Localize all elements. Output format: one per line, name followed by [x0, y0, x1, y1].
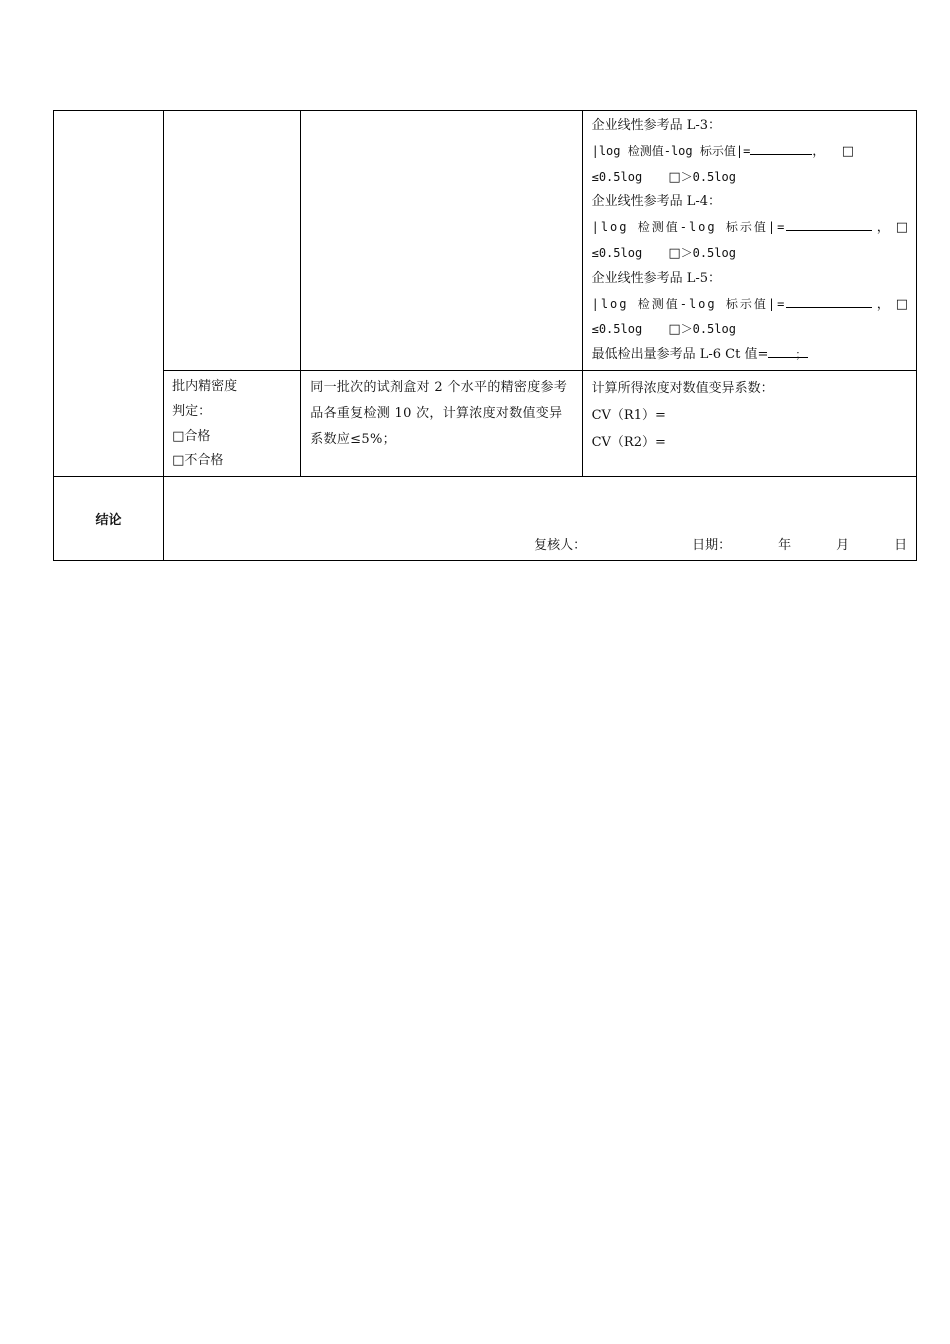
- precision-result-cell: [582, 370, 916, 476]
- l5-option-gt: ＞0.5log: [680, 322, 736, 337]
- precision-row: [54, 370, 917, 476]
- linearity-item-cell: [164, 111, 301, 371]
- item-category-cell: [54, 111, 164, 477]
- precision-fail-option[interactable]: □不合格: [172, 453, 224, 469]
- l5-expression-line: |log 检测值-log 标示值|= ， □: [592, 292, 908, 318]
- l3-options-line: [592, 165, 908, 191]
- year-label: 年: [778, 538, 792, 554]
- conclusion-label: 结论: [54, 477, 164, 561]
- precision-judge-label: 判定：: [172, 403, 212, 419]
- l5-expression: |log 检测值-log 标示值|=: [591, 296, 787, 311]
- l4-le-checkbox[interactable]: □: [895, 220, 908, 236]
- l4-expression-line: |log 检测值-log 标示值|= ， □: [592, 215, 908, 241]
- l4-options-line: [592, 241, 908, 267]
- precision-criterion: 同一批次的试剂盒对 2 个水平的精密度参考品各重复检测 10 次，计算浓度对数值变异系数应≤5%；: [310, 379, 568, 447]
- min-detect-line: [592, 343, 908, 368]
- inspection-record-table: [53, 110, 917, 561]
- l5-option-le: ≤0.5log: [591, 322, 643, 337]
- conclusion-row: [54, 477, 917, 561]
- l3-value-blank[interactable]: [750, 140, 812, 155]
- l3-option-gt: ＞0.5log: [680, 169, 736, 184]
- l5-label: 企业线性参考品 L-5：: [591, 270, 722, 286]
- precision-item-cell: [164, 370, 301, 476]
- reviewer-label: 复核人：: [534, 538, 587, 554]
- date-label: 日期：: [692, 538, 732, 554]
- min-detect-label: 最低检出量参考品 L-6 Ct 值=: [591, 347, 769, 363]
- l3-expression: |log 检测值-log 标示值|=: [591, 143, 751, 158]
- l4-option-le: ≤0.5log: [591, 245, 643, 260]
- l5-value-blank[interactable]: [786, 293, 872, 308]
- l3-expression-line: |log 检测值-log 标示值|= ， □: [592, 139, 908, 165]
- l3-label: 企业线性参考品 L-3：: [591, 118, 722, 133]
- l3-option-le: ≤0.5log: [591, 169, 643, 184]
- linearity-row: [54, 111, 917, 371]
- l3-gt-checkbox[interactable]: □: [668, 169, 681, 185]
- l3-le-checkbox[interactable]: □: [841, 143, 854, 159]
- precision-criterion-cell: [301, 370, 582, 476]
- l4-expression: |log 检测值-log 标示值|=: [591, 220, 787, 235]
- l5-gt-checkbox[interactable]: □: [668, 322, 681, 338]
- precision-item: 批内精密度: [172, 378, 238, 394]
- precision-pass-option[interactable]: □合格: [172, 428, 211, 444]
- cv-r1[interactable]: CV（R1）=: [591, 407, 666, 423]
- l4-gt-checkbox[interactable]: □: [668, 245, 681, 261]
- cv-r2[interactable]: CV（R2）=: [591, 434, 666, 450]
- min-detect-blank[interactable]: ；: [768, 343, 808, 358]
- l4-option-gt: ＞0.5log: [680, 245, 736, 260]
- linearity-result-cell: [582, 111, 916, 371]
- cv-calc-title: 计算所得浓度对数值变异系数：: [591, 380, 774, 396]
- l5-options-line: [592, 317, 908, 343]
- l4-value-blank[interactable]: [786, 216, 872, 231]
- l4-label: 企业线性参考品 L-4：: [591, 194, 722, 210]
- l5-le-checkbox[interactable]: □: [895, 296, 908, 312]
- linearity-criterion-cell: [301, 111, 582, 371]
- day-label: 日: [894, 538, 908, 554]
- month-label: 月: [836, 538, 850, 554]
- conclusion-cell[interactable]: [164, 477, 917, 561]
